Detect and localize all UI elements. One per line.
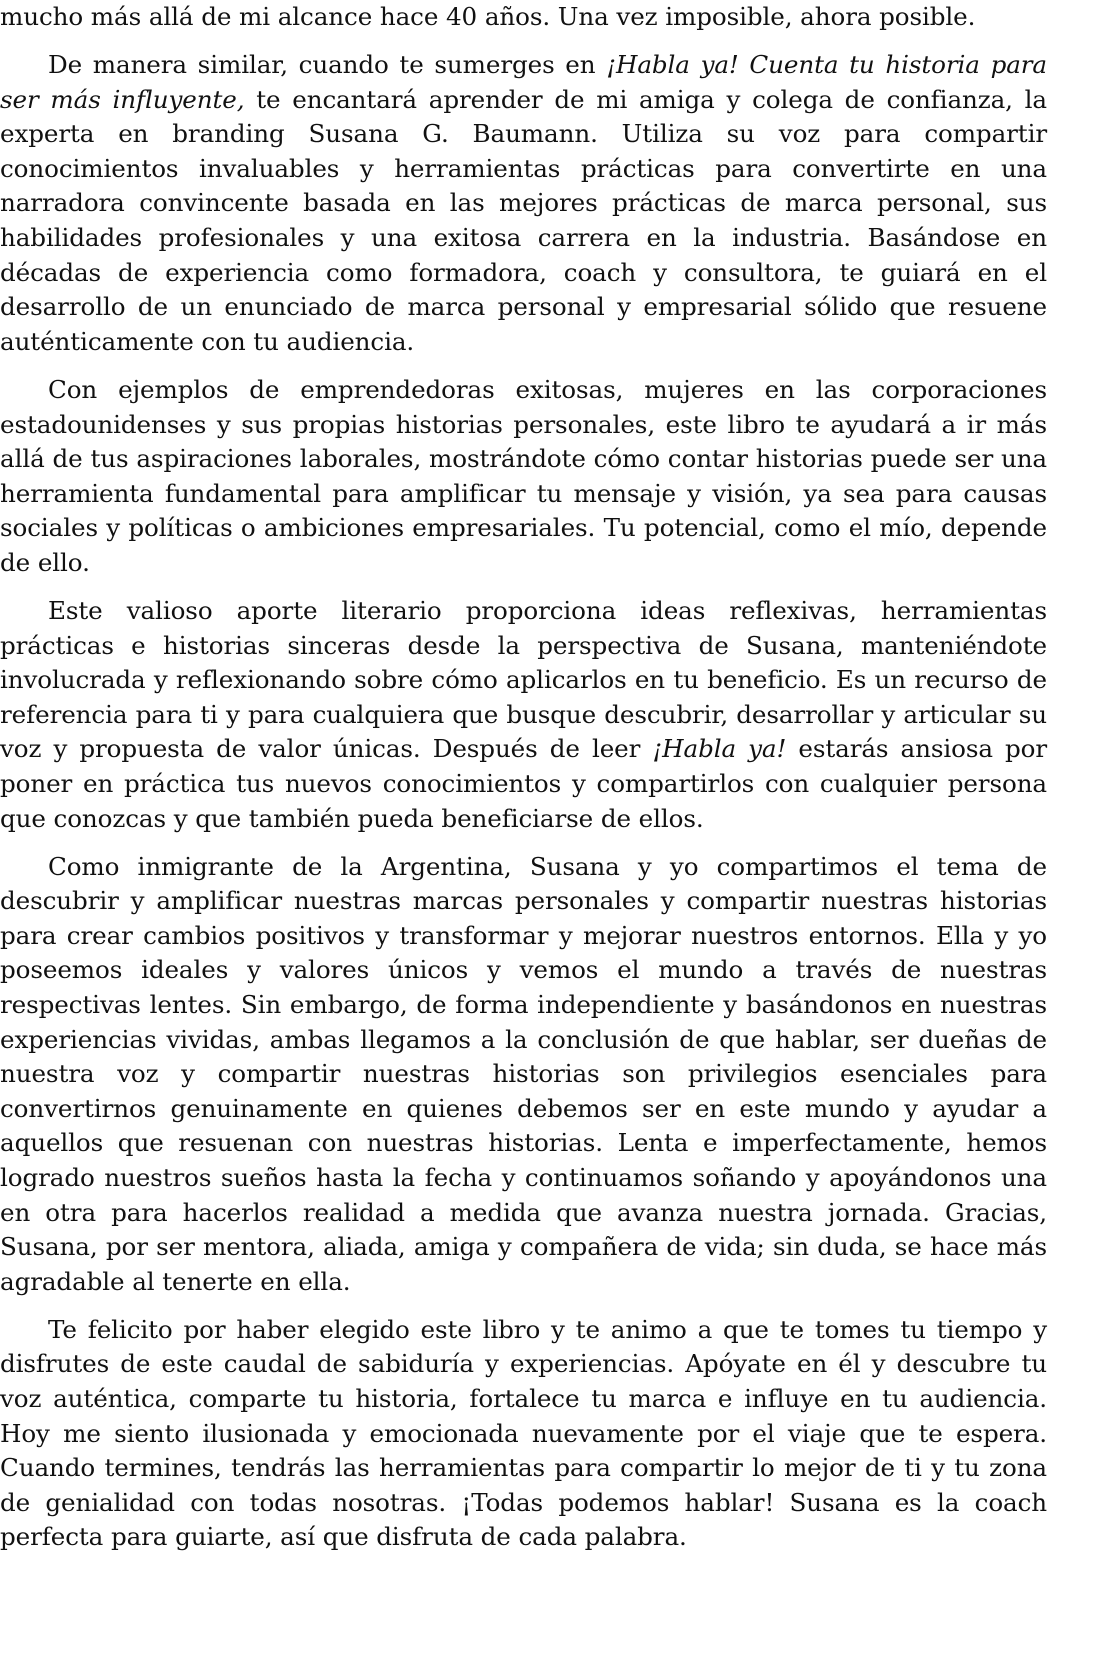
paragraph-text: estarás ansiosa por poner en práctica tus nuevos conocimientos y compartirlos con cualquier persona que conozcas y que también pueda beneficiarse de ellos. bbox=[0, 734, 1047, 833]
paragraph-immigrant-story bbox=[0, 850, 1047, 1300]
paragraph-text: Con ejemplos de emprendedoras exitosas, mujeres en las corporaciones estadounidenses y sus propias historias personales, este libro te ayudará a ir más allá de tus aspiraciones laborales, mostrándote cómo contar historias puede ser una herramienta fundamental para amplificar tu mensaje y visión, ya sea para causas sociales y políticas o ambiciones empresariales. Tu potencial, como el mío, depende de ello. bbox=[0, 374, 1047, 577]
paragraph-text: mucho más allá de mi alcance hace 40 años. Una vez imposible, ahora posible. bbox=[0, 2, 976, 31]
paragraph-literary-contribution bbox=[0, 594, 1047, 836]
paragraph-text: Te felicito por haber elegido este libro y te animo a que te tomes tu tiempo y disfrutes de este caudal de sabiduría y experiencias. Apóyate en él y descubre tu voz auténtica, comparte tu historia, fortalece tu marca e influye en tu audiencia. Hoy me siento ilusionada y emocionada nuevamente por el viaje que te espera. Cuando termines, tendrás las herramientas para compartir lo mejor de ti y tu zona de genialidad con todas nosotras. ¡Todas podemos hablar! Susana es la coach perfecta para guiarte, así que disfruta de cada palabra. bbox=[0, 1314, 1047, 1552]
paragraph-continuation bbox=[0, 0, 1047, 35]
paragraph-text: Como inmigrante de la Argentina, Susana y yo compartimos el tema de descubrir y amplificar nuestras marcas personales y compartir nuestras historias para crear cambios positivos y transformar y mejorar nuestros entornos. Ella y yo poseemos ideales y valores únicos y vemos el mundo a través de nuestras respectivas lentes. Sin embargo, de forma independiente y basándonos en nuestras experiencias vividas, ambas llegamos a la conclusión de que hablar, ser dueñas de nuestra voz y compartir nuestras historias son privilegios esenciales para convertirnos genuinamente en quienes debemos ser en este mundo y ayudar a aquellos que resuenan con nuestras historias. Lenta e imperfectamente, hemos logrado nuestros sueños hasta la fecha y continuamos soñando y apoyándonos una en otra para hacerlos realidad a medida que avanza nuestra jornada. Gracias, Susana, por ser mentora, aliada, amiga y compañera de vida; sin duda, se hace más agradable al tenerte en ella. bbox=[0, 851, 1047, 1296]
paragraph-examples bbox=[0, 373, 1047, 581]
paragraph-text: De manera similar, cuando te sumerges en bbox=[48, 50, 607, 80]
paragraph-book-introduction bbox=[0, 48, 1047, 359]
paragraph-congratulations bbox=[0, 1313, 1047, 1555]
paragraph-text: te encantará aprender de mi amiga y colega de confianza, la experta en branding Susana G. Baumann. Utiliza su voz para compartir conocimientos invaluables y herramientas prácticas para convertirte en una narradora convincente basada en las mejores prácticas de marca personal, sus habilidades profesionales y una exitosa carrera en la industria. Basándose en décadas de experiencia como formadora, coach y consultora, te guiará en el desarrollo de un enunciado de marca personal y empresarial sólido que resuene auténticamente con tu audiencia. bbox=[0, 84, 1047, 356]
paragraph-text: Este valioso aporte literario proporciona ideas reflexivas, herramientas prácticas e historias sinceras desde la perspectiva de Susana, manteniéndote involucrada y reflexionando sobre cómo aplicarlos en tu beneficio. Es un recurso de referencia para ti y para cualquiera que busque descubrir, desarrollar y articular su voz y propuesta de valor únicas. Después de leer bbox=[0, 596, 1047, 764]
book-title-italic: ¡Habla ya! bbox=[652, 734, 787, 764]
book-title-italic: ¡Habla ya! Cuenta tu historia para ser más influyente, bbox=[0, 50, 1047, 114]
